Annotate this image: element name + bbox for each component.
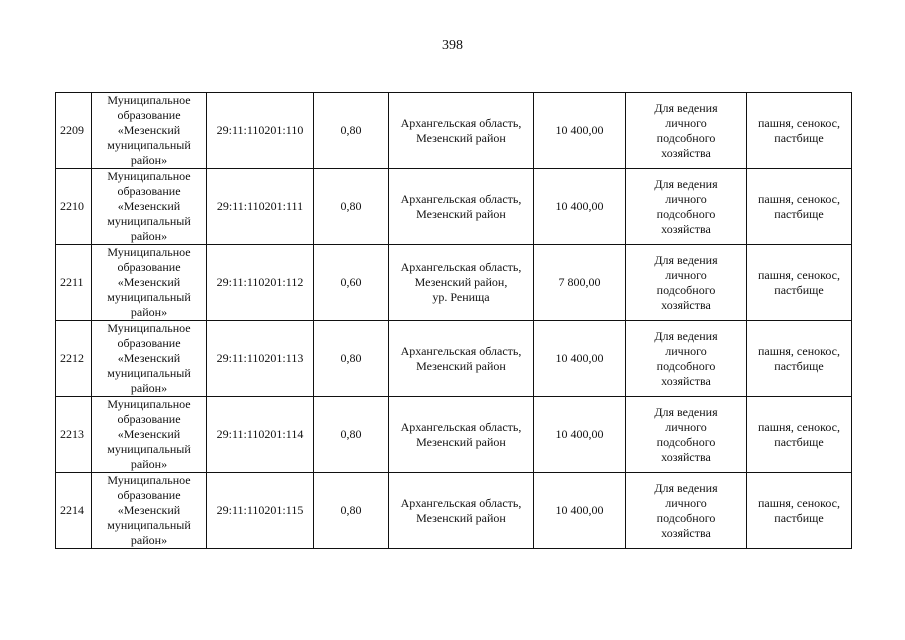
table-row	[56, 245, 852, 321]
purpose-cell: Для ведения личного подсобного хозяйства	[626, 93, 747, 169]
price-cell: 10 400,00	[534, 321, 626, 397]
price-cell: 7 800,00	[534, 245, 626, 321]
table-row	[56, 397, 852, 473]
purpose-cell: Для ведения личного подсобного хозяйства	[626, 321, 747, 397]
address-cell: Архангельская область, Мезенский район	[389, 473, 534, 549]
purpose-cell: Для ведения личного подсобного хозяйства	[626, 169, 747, 245]
cadastral-number-cell: 29:11:110201:110	[207, 93, 314, 169]
area-cell: 0,80	[314, 397, 389, 473]
table-row	[56, 93, 852, 169]
cadastral-number-cell: 29:11:110201:115	[207, 473, 314, 549]
address-cell: Архангельская область, Мезенский район, ур. Ренища	[389, 245, 534, 321]
row-number-cell: 2213	[56, 397, 92, 473]
area-cell: 0,60	[314, 245, 389, 321]
cadastral-number-cell: 29:11:110201:112	[207, 245, 314, 321]
usage-cell: пашня, сенокос, пастбище	[747, 397, 852, 473]
purpose-cell: Для ведения личного подсобного хозяйства	[626, 245, 747, 321]
table-row	[56, 473, 852, 549]
address-cell: Архангельская область, Мезенский район	[389, 169, 534, 245]
owner-cell: Муниципальное образование «Мезенский муниципальный район»	[92, 93, 207, 169]
owner-cell: Муниципальное образование «Мезенский муниципальный район»	[92, 169, 207, 245]
row-number-cell: 2214	[56, 473, 92, 549]
price-cell: 10 400,00	[534, 397, 626, 473]
usage-cell: пашня, сенокос, пастбище	[747, 93, 852, 169]
owner-cell: Муниципальное образование «Мезенский муниципальный район»	[92, 245, 207, 321]
area-cell: 0,80	[314, 169, 389, 245]
table-row	[56, 321, 852, 397]
owner-cell: Муниципальное образование «Мезенский муниципальный район»	[92, 397, 207, 473]
price-cell: 10 400,00	[534, 473, 626, 549]
price-cell: 10 400,00	[534, 93, 626, 169]
row-number-cell: 2210	[56, 169, 92, 245]
land-plots-table	[55, 92, 852, 549]
area-cell: 0,80	[314, 321, 389, 397]
address-cell: Архангельская область, Мезенский район	[389, 321, 534, 397]
address-cell: Архангельская область, Мезенский район	[389, 397, 534, 473]
page-number: 398	[442, 38, 463, 53]
cadastral-number-cell: 29:11:110201:114	[207, 397, 314, 473]
cadastral-number-cell: 29:11:110201:111	[207, 169, 314, 245]
area-cell: 0,80	[314, 93, 389, 169]
cadastral-number-cell: 29:11:110201:113	[207, 321, 314, 397]
owner-cell: Муниципальное образование «Мезенский муниципальный район»	[92, 473, 207, 549]
row-number-cell: 2209	[56, 93, 92, 169]
table-row	[56, 169, 852, 245]
price-cell: 10 400,00	[534, 169, 626, 245]
owner-cell: Муниципальное образование «Мезенский муниципальный район»	[92, 321, 207, 397]
usage-cell: пашня, сенокос, пастбище	[747, 245, 852, 321]
usage-cell: пашня, сенокос, пастбище	[747, 321, 852, 397]
purpose-cell: Для ведения личного подсобного хозяйства	[626, 397, 747, 473]
area-cell: 0,80	[314, 473, 389, 549]
usage-cell: пашня, сенокос, пастбище	[747, 473, 852, 549]
usage-cell: пашня, сенокос, пастбище	[747, 169, 852, 245]
address-cell: Архангельская область, Мезенский район	[389, 93, 534, 169]
row-number-cell: 2212	[56, 321, 92, 397]
row-number-cell: 2211	[56, 245, 92, 321]
purpose-cell: Для ведения личного подсобного хозяйства	[626, 473, 747, 549]
